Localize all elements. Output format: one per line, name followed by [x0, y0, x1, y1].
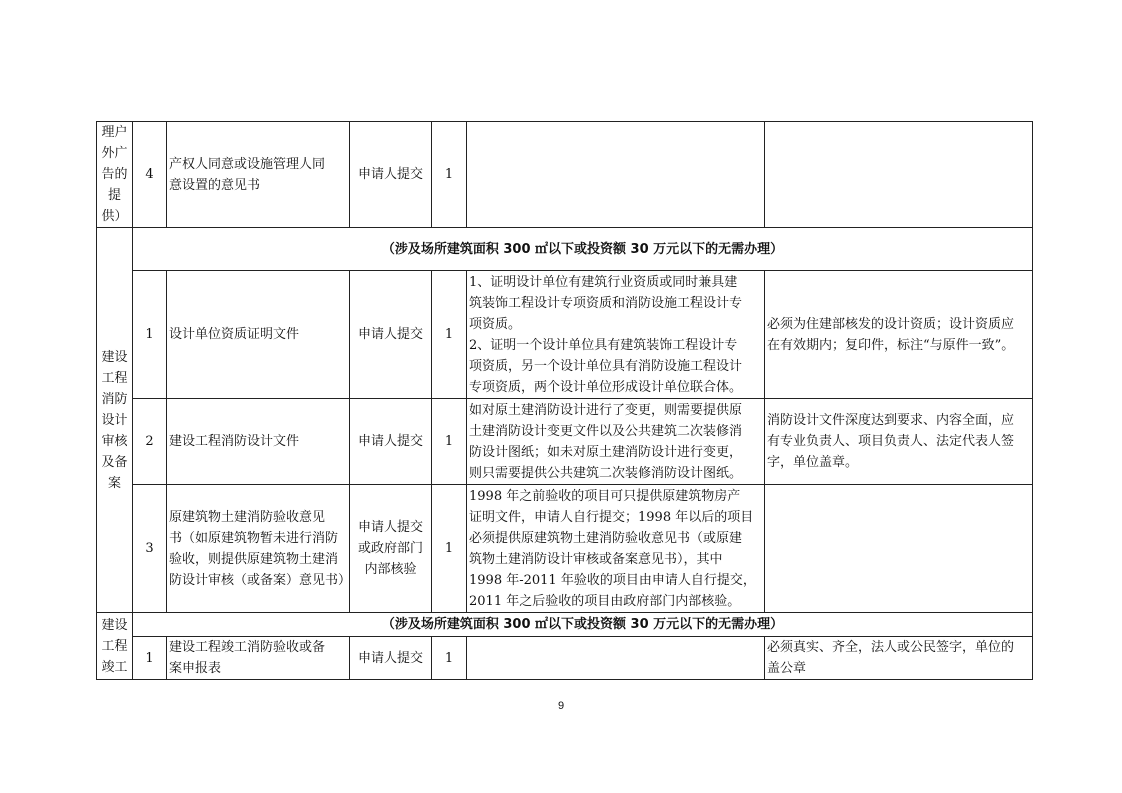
- material-source: 申请人提交: [350, 637, 432, 680]
- copies-count: 1: [432, 399, 467, 485]
- table-row: [97, 122, 1033, 228]
- material-name: 设计单位资质证明文件: [167, 271, 350, 399]
- material-name: 建设工程消防设计文件: [167, 399, 350, 485]
- material-name: 原建筑物土建消防验收意见 书（如原建筑物暂未进行消防 验收，则提供原建筑物土建消 防设计审核（或备案）意见书）: [167, 485, 350, 613]
- detail-cell: [467, 637, 765, 680]
- requirement-cell: [765, 122, 1033, 228]
- category-cell: 理户 外广 告的 提供）: [97, 122, 133, 228]
- requirement-cell: 必须真实、齐全，法人或公民签字，单位的 盖公章: [765, 637, 1033, 680]
- materials-table: [96, 121, 1033, 680]
- requirement-cell: 必须为住建部核发的设计资质；设计资质应 在有效期内；复印件，标注“与原件一致”。: [765, 271, 1033, 399]
- copies-count: 1: [432, 637, 467, 680]
- table-row: [97, 271, 1033, 399]
- item-number: 1: [133, 271, 167, 399]
- table-row: [97, 485, 1033, 613]
- section-band-row: [97, 613, 1033, 637]
- item-number: 2: [133, 399, 167, 485]
- category-cell: 建设 工程 竣工: [97, 613, 133, 680]
- material-name: 产权人同意或设施管理人同 意设置的意见书: [167, 122, 350, 228]
- detail-cell: 1、证明设计单位有建筑行业资质或同时兼具建 筑装饰工程设计专项资质和消防设施工程设计专 项资质。 2、证明一个设计单位具有建筑装饰工程设计专 项资质，另一个设计单位具有消防设施工程设计 专项资质，两个设计单位形成设计单位联合体。: [467, 271, 765, 399]
- material-source: 申请人提交 或政府部门 内部核验: [350, 485, 432, 613]
- section-band-row: [97, 228, 1033, 271]
- copies-count: 1: [432, 485, 467, 613]
- item-number: 4: [133, 122, 167, 228]
- category-cell: 建设 工程 消防 设计 审核 及备 案: [97, 228, 133, 613]
- material-source: 申请人提交: [350, 399, 432, 485]
- exemption-note: （涉及场所建筑面积 300 ㎡以下或投资额 30 万元以下的无需办理）: [133, 228, 1033, 271]
- detail-cell: 1998 年之前验收的项目可只提供原建筑物房产 证明文件，申请人自行提交；1998 年以后的项目 必须提供原建筑物土建消防验收意见书（或原建 筑物土建消防设计审核或备案意见书），其中 1998 年-2011 年验收的项目由申请人自行提交， 2011 年之后验收的项目由政府部门内部核验。: [467, 485, 765, 613]
- copies-count: 1: [432, 271, 467, 399]
- copies-count: 1: [432, 122, 467, 228]
- page-number: 9: [557, 700, 565, 712]
- requirement-cell: 消防设计文件深度达到要求、内容全面，应 有专业负责人、项目负责人、法定代表人签 字，单位盖章。: [765, 399, 1033, 485]
- material-source: 申请人提交: [350, 122, 432, 228]
- requirement-cell: [765, 485, 1033, 613]
- material-source: 申请人提交: [350, 271, 432, 399]
- detail-cell: 如对原土建消防设计进行了变更，则需要提供原 土建消防设计变更文件以及公共建筑二次装修消 防设计图纸；如未对原土建消防设计进行变更， 则只需要提供公共建筑二次装修消防设计图纸。: [467, 399, 765, 485]
- item-number: 1: [133, 637, 167, 680]
- material-name: 建设工程竣工消防验收或备 案申报表: [167, 637, 350, 680]
- table-row: [97, 637, 1033, 680]
- table-row: [97, 399, 1033, 485]
- exemption-note: （涉及场所建筑面积 300 ㎡以下或投资额 30 万元以下的无需办理）: [133, 613, 1033, 637]
- item-number: 3: [133, 485, 167, 613]
- detail-cell: [467, 122, 765, 228]
